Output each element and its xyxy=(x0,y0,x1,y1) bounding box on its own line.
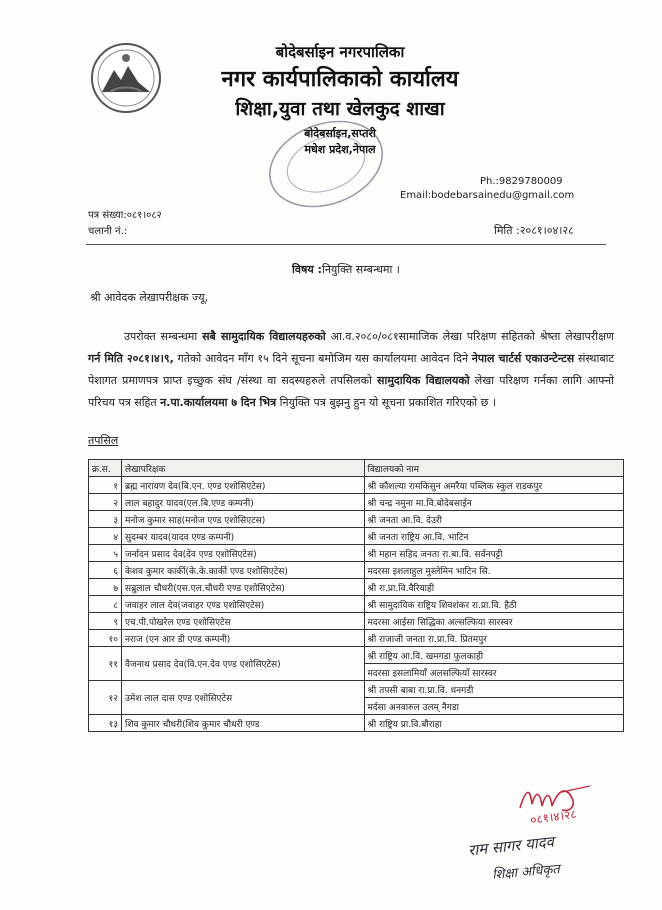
serial-cell: ८ xyxy=(89,596,122,613)
table-row xyxy=(89,511,624,528)
col-serial: क्र.स. xyxy=(89,460,122,477)
serial-cell: १३ xyxy=(89,715,122,732)
office-stamp xyxy=(262,118,390,210)
school-cell: मदरसा आईसा सिद्धिका अल्सल्फिया सारस्वर xyxy=(364,613,624,630)
school-cell: श्री महान सहिद जनता रा.बा.वि. सर्वनपट्टी xyxy=(364,545,624,562)
body-part: उपरोक्त सम्बन्धमा xyxy=(124,330,203,343)
body-bold: सबै सामुदायिक विद्यालयहरुको xyxy=(202,330,326,343)
school-cell: मदरसा इसलामियाँ अलसल्फियाँ सारस्वर xyxy=(364,664,624,681)
serial-cell: ७ xyxy=(89,579,122,596)
col-school: विद्यालयको नाम xyxy=(364,460,624,477)
table-body xyxy=(89,477,624,732)
serial-cell: १० xyxy=(89,630,122,647)
table-row xyxy=(89,630,624,647)
serial-cell: २ xyxy=(89,494,122,511)
subject-label: विषय : xyxy=(292,263,322,276)
signatory-name: राम सागर यादव xyxy=(467,832,555,860)
table-row xyxy=(89,528,624,545)
schedule-heading: तपसिल xyxy=(88,434,119,447)
serial-cell: १२ xyxy=(89,681,122,715)
header-divider xyxy=(86,244,606,245)
signature-date: ०८१।४।२८ xyxy=(529,806,578,828)
body-part: आ.व.२०८०/०८१सामाजिक लेखा परिक्षण सहितको श्रेष्ता लेखापरीक्षण xyxy=(325,330,614,343)
col-auditor: लेखापरिक्षक xyxy=(122,460,365,477)
auditor-cell: वैजनाथ प्रसाद देव(वि.एन.देव एण्ड एशोसिएटेस) xyxy=(122,647,365,681)
table-row xyxy=(89,596,624,613)
auditor-cell: केशव कुमार कार्की(के.के.कार्की एण्ड एशोसिएटेस) xyxy=(122,562,365,579)
body-bold: न.पा.कार्यालयमा ७ दिन भित्र xyxy=(160,396,277,409)
contact-phone: Ph.:9829780009 xyxy=(480,176,563,187)
dispatch-number: चलानी नं.: xyxy=(88,226,128,237)
office-name: नगर कार्यपालिकाको कार्यालय xyxy=(221,67,459,92)
serial-cell: ४ xyxy=(89,528,122,545)
body-bold: नेपाल चार्टर्स एकाउन्टेन्टस xyxy=(471,352,575,365)
body-part: संस्थाबाट पेशागत प्रमाणपत्र प्राप्त इच्छुक संघ /संस्था वा सदस्यहरुले तपसिलको xyxy=(88,352,614,387)
body-bold: सामुदायिक विद्यालयको xyxy=(377,374,470,387)
auditor-cell: सुदम्बर यादव(यादव एण्ड कम्पनी) xyxy=(122,528,365,545)
contact-email: Email:bodebarsainedu@gmail.com xyxy=(400,190,575,201)
table-header-row xyxy=(89,460,624,477)
auditor-cell: शिव कुमार चौधरी(शिव कुमार चौधरी एण्ड xyxy=(122,715,365,732)
table-row xyxy=(89,715,624,732)
school-cell: श्री राजाजी जनता रा.प्रा.वि. प्रितमपुर xyxy=(364,630,624,647)
auditor-cell: जर्नादन प्रसाद देव(देव एण्ड एशोसिएटेस) xyxy=(122,545,365,562)
table-row xyxy=(89,477,624,494)
subject-line xyxy=(86,262,606,277)
letter-date: मिति :२०८१।०४।२८ xyxy=(494,224,574,237)
serial-cell: ६ xyxy=(89,562,122,579)
auditor-cell: सब्रुलाल चौधरी(एस.एल.चौधरी एण्ड एशोसिएटेस) xyxy=(122,579,365,596)
serial-cell: ५ xyxy=(89,545,122,562)
branch-name: शिक्षा,युवा तथा खेलकुद शाखा xyxy=(235,98,445,120)
body-paragraph xyxy=(88,326,614,414)
school-cell: श्री रा.प्रा.वि.वैरियाही xyxy=(364,579,624,596)
auditor-cell: मनोज कुमार साह(मनोज एण्ड एशोसिएटस) xyxy=(122,511,365,528)
auditor-cell: जवाहर लाल देव(जवाहर एण्ड एशोसिएटेस) xyxy=(122,596,365,613)
school-cell: मदरसा इशलाहुल मुस्लेमिन भाटिन सि. xyxy=(364,562,624,579)
body-part: लेखा परिक्षण गर्नका लागि आफ्नो परिचय पत्र सहित xyxy=(88,374,614,409)
school-cell: श्री चन्द्र नमुना मा.वि.बोदेबसाईन xyxy=(364,494,624,511)
municipality-name: बोदेबर्साइन नगरपालिका xyxy=(275,43,405,61)
recipient-line: श्री आवेदक लेखापरीक्षक ज्यू, xyxy=(90,291,209,304)
auditor-cell: उमेश लाल दास एण्ड एशोसिएटेस xyxy=(122,681,365,715)
table-row xyxy=(89,579,624,596)
table-row xyxy=(89,494,624,511)
letter-number: पत्र संख्या:०८१।०८२ xyxy=(88,210,162,221)
table-row xyxy=(89,681,624,698)
body-bold: गर्न मिति २०८१।४।९, xyxy=(88,352,174,365)
auditor-cell: एच.पी.पोखरेल एण्ड एशोसिएटेस xyxy=(122,613,365,630)
school-cell: श्री जनता राष्ट्रिय आ.वि. भाटिन xyxy=(364,528,624,545)
serial-cell: ११ xyxy=(89,647,122,681)
office-province: मधेश प्रदेश,नेपाल xyxy=(304,143,376,156)
school-cell: श्री राष्ट्रिय प्रा.वि.बौराहा xyxy=(364,715,624,732)
school-cell: श्री कौशल्या रामकिसुन अमरैया पब्लिक स्कुल राडकपुर xyxy=(364,477,624,494)
serial-cell: ३ xyxy=(89,511,122,528)
auditor-cell: ब्रह्म नारायण देव(बि.एन. एण्ड एशोसिएटेस) xyxy=(122,477,365,494)
serial-cell: ९ xyxy=(89,613,122,630)
school-cell: श्री तपसी बाबा रा.प्रा.वि. धनगडी xyxy=(364,681,624,698)
table-row xyxy=(89,647,624,664)
auditor-cell: नराज (एन आर डी एण्ड कम्पनी) xyxy=(122,630,365,647)
table-row xyxy=(89,613,624,630)
auditor-cell: लाल बहादुर यादव(एल.बि.एण्ड कम्पनी) xyxy=(122,494,365,511)
auditor-table xyxy=(88,459,624,732)
body-part: नियुक्ति पत्र बुझनु हुन यो सूचना प्रकाशित गरिएको छ । xyxy=(276,396,497,409)
school-cell: श्री जनता आ.वि. देउरी xyxy=(364,511,624,528)
school-cell: श्री सामुदायिक राष्ट्रिय शिवशंकर रा.प्रा.वि. हैठी xyxy=(364,596,624,613)
serial-cell: १ xyxy=(89,477,122,494)
body-part: गतेको आवेदन माँग १५ दिने सूचना बमोजिम यस कार्यालयमा आवेदन दिने xyxy=(173,352,472,365)
subject-text: नियुक्ति सम्बन्धमा । xyxy=(321,263,400,276)
office-place: बोदेबर्साइन,सप्तरी xyxy=(304,127,376,140)
signatory-title: शिक्षा अधिकृत xyxy=(491,862,561,883)
table-row xyxy=(89,562,624,579)
school-cell: मर्दसा अनवारुल उलम् नैगडा xyxy=(364,698,624,715)
table-row xyxy=(89,545,624,562)
school-cell: श्री राष्ट्रिय आ.वि. खमगडा फुलकाही xyxy=(364,647,624,664)
